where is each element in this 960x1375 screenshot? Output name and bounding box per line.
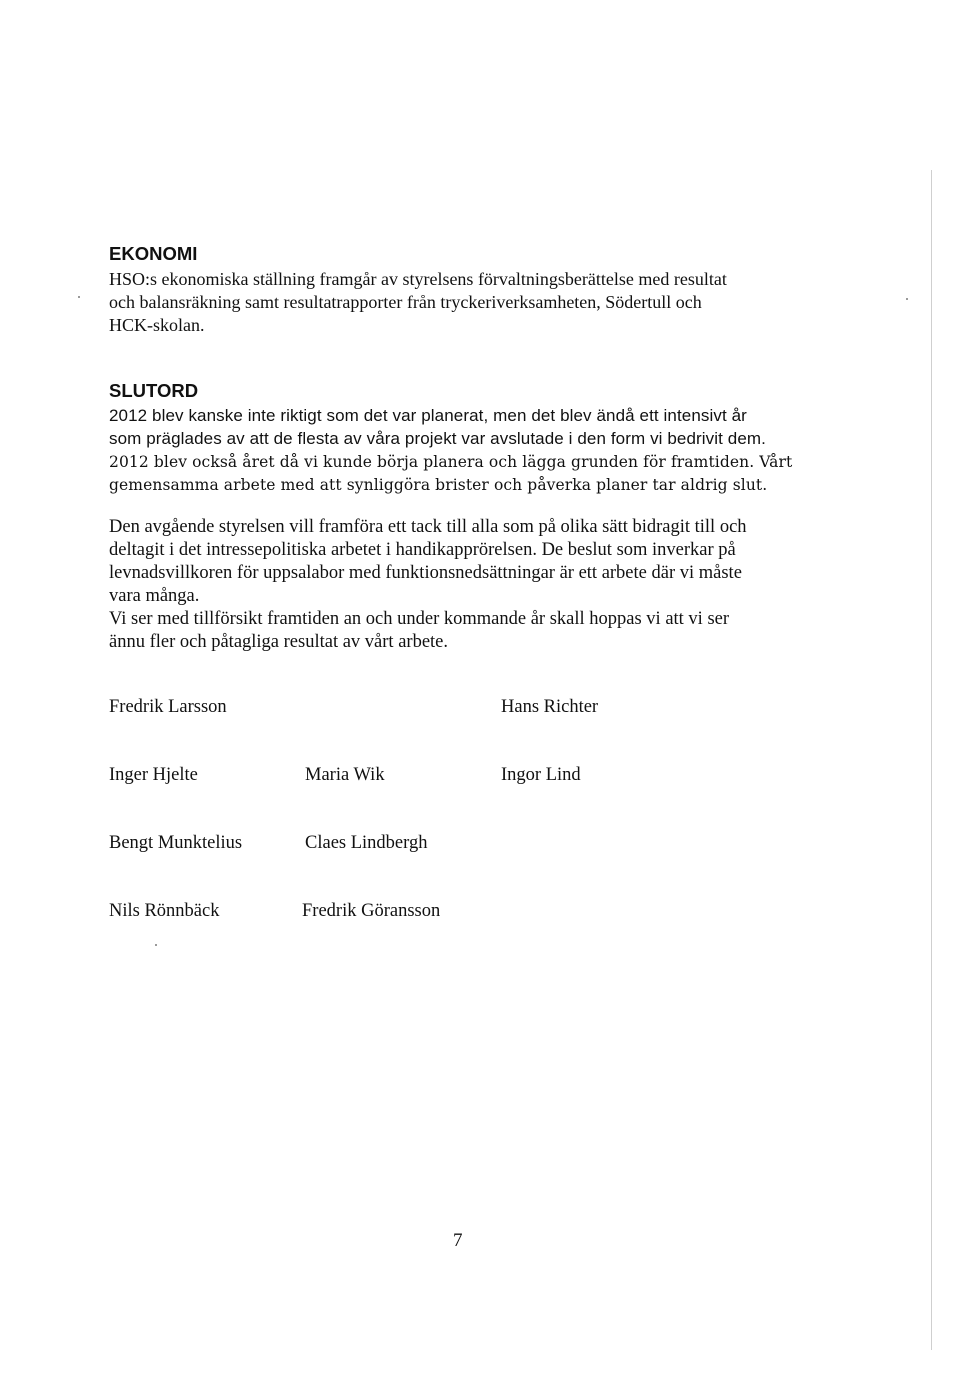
text-line: deltagit i det intressepolitiska arbetet i handikapprörelsen. De beslut som inverkar på [109, 540, 736, 560]
closing-paragraph-1 [109, 404, 809, 450]
text-line: vara många. [109, 586, 200, 606]
text-line: Den avgående styrelsen vill framföra ett tack till alla som på olika sätt bidragit till och [109, 517, 747, 537]
scan-edge-line [931, 170, 932, 1350]
economy-heading: EKONOMI [109, 243, 198, 264]
text-line: gemensamma arbete med att synliggöra brister och påverka planer tar aldrig slut. [109, 476, 768, 494]
text-line: som präglades av att de flesta av våra projekt var avslutade i den form vi bedrivit dem. [109, 429, 766, 448]
page-number: 7 [453, 1230, 463, 1251]
text-line: levnadsvillkoren för uppsalabor med funktionsnedsättningar är ett arbete där vi måste [109, 563, 742, 583]
signatory-name: Inger Hjelte [109, 765, 198, 785]
scan-speck [906, 298, 908, 300]
signatory-name: Nils Rönnbäck [109, 901, 220, 921]
closing-heading: SLUTORD [109, 380, 199, 401]
text-line: HCK-skolan. [109, 315, 205, 335]
text-line: ännu fler och påtagliga resultat av vårt arbete. [109, 632, 449, 652]
signatory-name: Claes Lindbergh [305, 833, 428, 853]
scan-speck [155, 944, 157, 946]
scan-speck [78, 296, 80, 298]
signatory-name: Fredrik Göransson [302, 901, 441, 921]
text-line: HSO:s ekonomiska ställning framgår av styrelsens förvaltningsberättelse med resultat [109, 269, 727, 289]
text-line: 2012 blev kanske inte riktigt som det var planerat, men det blev ändå ett intensivt år [109, 406, 747, 425]
text-line: Vi ser med tillförsikt framtiden an och under kommande år skall hoppas vi att vi ser [109, 609, 730, 629]
signatory-name: Bengt Munktelius [109, 833, 243, 853]
closing-paragraph-3 [109, 516, 809, 654]
text-line: och balansräkning samt resultatrapporter från tryckeriverksamheten, Södertull och [109, 292, 702, 312]
economy-paragraph [109, 268, 809, 337]
signatory-name: Ingor Lind [501, 765, 581, 785]
text-line: 2012 blev också året då vi kunde börja planera och lägga grunden för framtiden. Vårt [109, 453, 793, 471]
signatory-name: Hans Richter [501, 697, 599, 717]
closing-paragraph-2 [109, 451, 809, 497]
signatory-name: Maria Wik [305, 765, 385, 785]
signatory-name: Fredrik Larsson [109, 697, 227, 717]
